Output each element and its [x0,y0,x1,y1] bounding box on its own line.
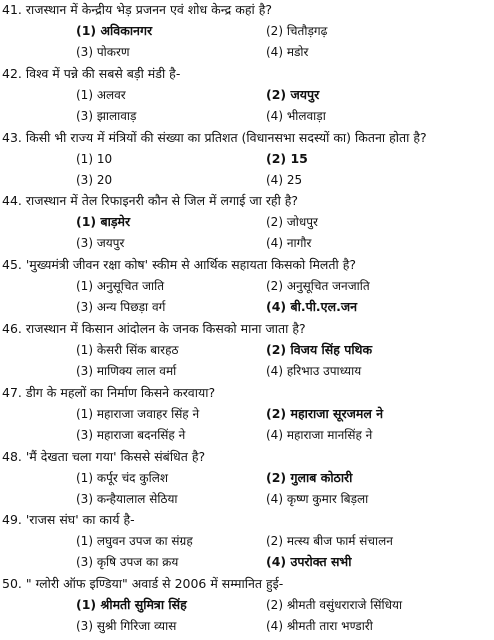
question-text: विश्व में पन्ने की सबसे बड़ी मंडी है- [25,65,181,81]
option: (3) सुश्री गिरिजा व्यास [76,619,177,634]
question-number: 48. [2,448,22,464]
option: (3) महाराजा बदनसिंह ने [76,427,186,442]
answer-option: (4) उपरोक्त सभी [266,554,352,570]
answer-option: (1) अविकानगर [76,23,153,38]
question-text: " ग्लोरी ऑफ इण्डिया" अवार्ड से 2006 में सम्मानित हुई- [25,576,284,592]
question-50 [2,576,492,592]
option: (2) मत्स्य बीज फार्म संचालन [266,534,393,549]
option: (3) 20 [76,172,113,187]
option: (4) 25 [266,172,303,187]
question-text: डीग के महलों का निर्माण किसने करवाया? [25,384,216,400]
option: (2) अनुसूचित जनजाति [266,279,370,294]
answer-option: (1) बाड़मेर [76,214,131,230]
option: (3) झालावाड़ [76,108,137,123]
option: (1) महाराजा जवाहर सिंह ने [76,406,200,421]
option: (4) कृष्ण कुमार बिड़ला [266,491,369,506]
question-text: 'मैं देखता चला गया' किससे संबंधित है? [25,448,206,464]
question-number: 42. [2,65,22,81]
option: (1) 10 [76,151,113,166]
option: (3) जयपुर [76,236,125,251]
question-48 [2,449,492,465]
option: (4) श्रीमती तारा भण्डारी [266,619,373,634]
question-number: 49. [2,512,22,528]
option: (4) महाराजा मानसिंह ने [266,427,373,442]
question-47 [2,385,492,401]
option: (4) मडोर [266,45,309,59]
option: (1) अनुसूचित जाति [76,279,165,294]
question-number: 44. [2,193,22,209]
question-number: 50. [2,576,22,592]
answer-option: (2) 15 [266,150,308,166]
option: (1) अलवर [76,87,126,102]
answer-option: (2) जयपुर [266,86,320,102]
question-number: 41. [2,2,22,17]
option: (4) नागौर [266,236,312,251]
question-43 [2,130,492,146]
question-text: राजस्थान में केन्द्रीय भेड़ प्रजनन एवं शोध केन्द्र कहां है? [25,2,272,17]
answer-option: (2) विजय सिंह पथिक [266,342,373,357]
question-text: राजस्थान में किसान आंदोलन के जनक किसको माना जाता है? [25,321,306,336]
option: (1) केसरी सिंक बारहठ [76,343,179,357]
question-text: 'मुख्यमंत्री जीवन रक्षा कोष' स्कीम से आर्थिक सहायता किसको मिलती है? [25,257,357,273]
option: (3) कृषि उपज का क्रय [76,555,179,570]
question-49 [2,512,492,528]
option: (1) लघुवन उपज का संग्रह [76,534,193,549]
question-44 [2,193,492,209]
question-number: 43. [2,129,22,145]
option: (4) हरिभाउ उपाध्याय [266,364,362,378]
answer-option: (2) महाराजा सूरजमल ने [266,405,384,421]
option: (1) कर्पूर चंद कुलिश [76,470,168,485]
question-42 [2,66,492,82]
answer-option: (4) बी.पी.एल.जन [266,299,358,315]
question-text: किसी भी राज्य में मंत्रियों की संख्या का प्रतिशत (विधानसभा सदस्यों का) कितना होता है? [25,129,427,145]
option: (2) जोधपुर [266,215,318,230]
question-41 [2,2,492,18]
option: (3) अन्य पिछड़ा वर्ग [76,300,166,315]
question-46 [2,321,492,337]
option: (3) पोकरण [76,45,130,59]
question-text: राजस्थान में तेल रिफाइनरी कौन से जिल में लगाई जा रही है? [25,193,299,209]
option: (2) श्रीमती वसुंधराराजे सिंधिया [266,598,403,613]
question-number: 45. [2,257,22,273]
question-number: 46. [2,321,22,336]
option: (3) कन्हैयालाल सेठिया [76,491,178,506]
answer-option: (1) श्रीमती सुमित्रा सिंह [76,597,187,613]
question-number: 47. [2,384,22,400]
option: (4) भीलवाड़ा [266,108,326,123]
option: (3) माणिक्य लाल वर्मा [76,364,177,378]
question-45 [2,257,492,273]
question-text: 'राजस संघ' का कार्य है- [25,512,135,528]
option: (2) चितौड़गढ़ [266,24,328,38]
answer-option: (2) गुलाब कोठारी [266,469,353,485]
